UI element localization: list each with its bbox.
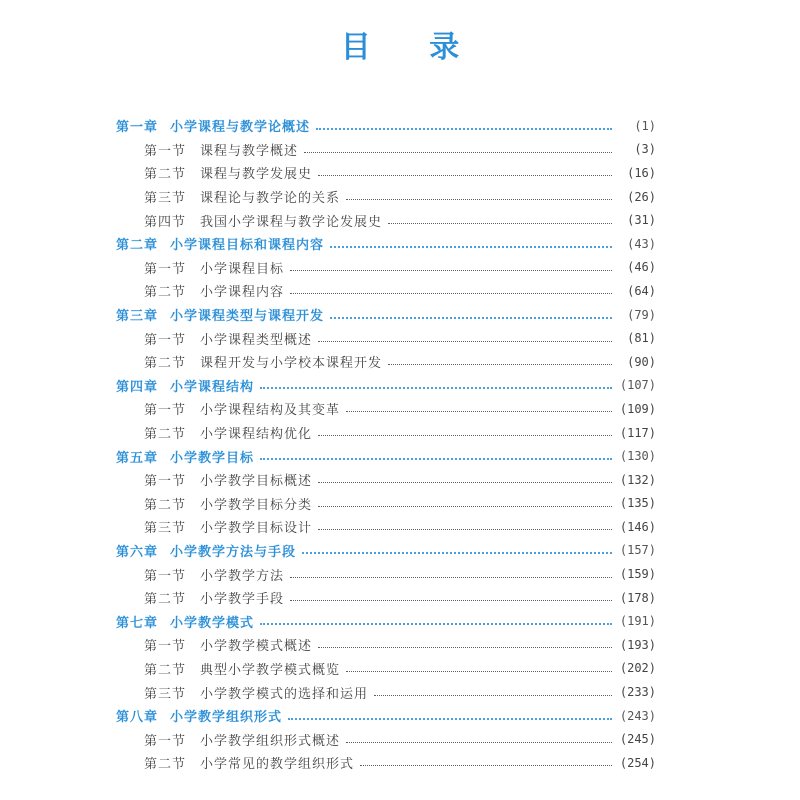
section-number: 第一节 [144,568,187,584]
section-title: 课程与教学发展史 [200,167,313,183]
section-title: 小学教学模式概述 [200,639,313,655]
toc-section-row[interactable] [116,161,656,185]
section-title: 小学教学目标分类 [200,497,313,513]
page-number: (64) [627,283,656,298]
dot-leader [318,529,612,530]
toc-section-row[interactable] [116,492,656,516]
page-number: (46) [627,260,656,275]
dot-leader [330,317,612,319]
dot-leader [318,506,612,507]
dot-leader [388,364,612,365]
chapter-number: 第一章 [116,120,159,136]
dot-leader [316,128,612,130]
page-number: (26) [627,189,656,204]
chapter-title: 小学课程类型与课程开发 [170,309,325,325]
page-number: (178) [619,590,656,605]
section-number: 第三节 [144,686,187,702]
section-title: 小学常见的教学组织形式 [200,757,355,773]
dot-leader [260,387,612,389]
chapter-title: 小学教学方法与手段 [170,544,297,560]
toc-section-row[interactable] [116,633,656,657]
toc-section-row[interactable] [116,727,656,751]
section-number: 第一节 [144,332,187,348]
dot-leader [346,671,612,672]
toc-section-row[interactable] [116,326,656,350]
toc-chapter-row[interactable] [116,374,656,398]
dot-leader [318,647,612,648]
section-title: 课程论与教学论的关系 [200,191,341,207]
section-title: 小学教学目标设计 [200,521,313,537]
section-title: 我国小学课程与教学论发展史 [200,214,383,230]
chapter-title: 小学课程目标和课程内容 [170,238,325,254]
section-number: 第二节 [144,427,187,443]
toc-chapter-row[interactable] [116,609,656,633]
page-number: (31) [627,213,656,228]
section-title: 小学教学方法 [200,568,285,584]
chapter-title: 小学教学目标 [170,450,255,466]
page-number: (243) [619,708,656,723]
dot-leader [318,175,612,176]
page-number: (245) [619,732,656,747]
section-number: 第二节 [144,356,187,372]
page-number: (191) [619,614,656,629]
section-number: 第二节 [144,285,187,301]
chapter-title: 小学教学模式 [170,615,255,631]
chapter-number: 第二章 [116,238,159,254]
toc-section-row[interactable] [116,350,656,374]
chapter-number: 第七章 [116,615,159,631]
page-number: (109) [619,401,656,416]
chapter-title: 小学课程与教学论概述 [170,120,311,136]
dot-leader [346,199,612,200]
toc-chapter-row[interactable] [116,444,656,468]
chapter-number: 第八章 [116,710,159,726]
dot-leader [318,341,612,342]
toc-section-row[interactable] [116,468,656,492]
dot-leader [290,270,612,271]
section-number: 第二节 [144,592,187,608]
toc-section-row[interactable] [116,586,656,610]
toc-section-row[interactable] [116,421,656,445]
page-number: (254) [619,755,656,770]
chapter-number: 第六章 [116,544,159,560]
chapter-number: 第四章 [116,379,159,395]
section-title: 课程开发与小学校本课程开发 [200,356,383,372]
dot-leader [346,411,612,412]
page-number: (43) [627,236,656,251]
dot-leader [346,742,612,743]
toc-section-row[interactable] [116,185,656,209]
section-title: 小学课程结构优化 [200,427,313,443]
toc-section-row[interactable] [116,680,656,704]
toc-section-row[interactable] [116,138,656,162]
page-number: (159) [619,567,656,582]
dot-leader [318,435,612,436]
toc-section-row[interactable] [116,279,656,303]
toc-chapter-row[interactable] [116,704,656,728]
page-number: (3) [634,142,656,157]
page-number: (90) [627,354,656,369]
toc-section-row[interactable] [116,397,656,421]
chapter-number: 第三章 [116,309,159,325]
section-title: 小学教学目标概述 [200,474,313,490]
section-title: 小学课程结构及其变革 [200,403,341,419]
section-number: 第四节 [144,214,187,230]
toc-chapter-row[interactable] [116,232,656,256]
dot-leader [260,458,612,460]
section-number: 第一节 [144,639,187,655]
page-number: (107) [619,378,656,393]
section-number: 第一节 [144,474,187,490]
dot-leader [290,293,612,294]
page-number: (193) [619,637,656,652]
page-number: (79) [627,307,656,322]
page-number: (146) [619,519,656,534]
section-number: 第一节 [144,733,187,749]
dot-leader [290,600,612,601]
section-number: 第一节 [144,143,187,159]
page-number: (1) [634,118,656,133]
dot-leader [318,482,612,483]
dot-leader [302,552,612,554]
toc-section-row[interactable] [116,208,656,232]
section-number: 第二节 [144,757,187,773]
section-title: 小学教学手段 [200,592,285,608]
toc-section-row[interactable] [116,256,656,280]
dot-leader [374,695,612,696]
page-number: (117) [619,425,656,440]
toc-chapter-row[interactable] [116,303,656,327]
section-number: 第一节 [144,261,187,277]
section-title: 小学课程类型概述 [200,332,313,348]
dot-leader [290,577,612,578]
toc-chapter-row[interactable] [116,114,656,138]
page-title: 目 录 [340,30,484,65]
dot-leader [304,152,612,153]
dot-leader [360,765,612,766]
page-number: (233) [619,685,656,700]
section-title: 典型小学教学模式概览 [200,662,341,678]
page-number: (157) [619,543,656,558]
chapter-number: 第五章 [116,450,159,466]
section-title: 小学课程目标 [200,261,285,277]
section-title: 课程与教学概述 [200,143,299,159]
section-number: 第二节 [144,497,187,513]
dot-leader [260,623,612,625]
section-number: 第二节 [144,167,187,183]
section-number: 第一节 [144,403,187,419]
page-number: (81) [627,331,656,346]
table-of-contents [116,114,656,775]
page-number: (132) [619,472,656,487]
chapter-title: 小学教学组织形式 [170,710,283,726]
chapter-title: 小学课程结构 [170,379,255,395]
toc-section-row[interactable] [116,515,656,539]
page-number: (202) [619,661,656,676]
toc-chapter-row[interactable] [116,539,656,563]
section-title: 小学课程内容 [200,285,285,301]
dot-leader [288,718,612,720]
section-title: 小学教学组织形式概述 [200,733,341,749]
toc-section-row[interactable] [116,562,656,586]
page-number: (16) [627,165,656,180]
toc-section-row[interactable] [116,657,656,681]
section-title: 小学教学模式的选择和运用 [200,686,369,702]
section-number: 第三节 [144,521,187,537]
section-number: 第二节 [144,662,187,678]
section-number: 第三节 [144,191,187,207]
toc-section-row[interactable] [116,751,656,775]
dot-leader [330,246,612,248]
page-number: (130) [619,449,656,464]
page-number: (135) [619,496,656,511]
dot-leader [388,223,612,224]
